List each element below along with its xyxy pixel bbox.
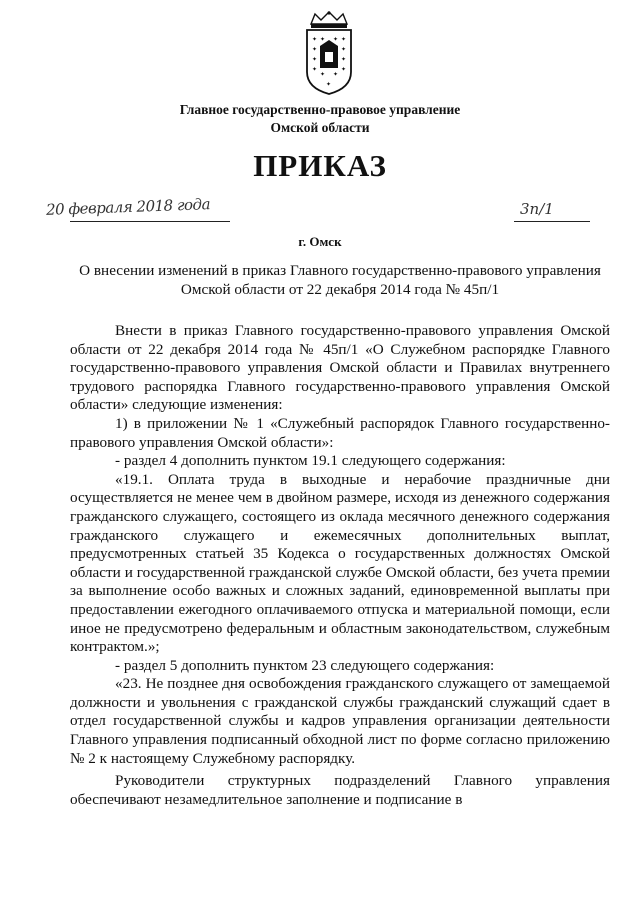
- svg-text:✦: ✦: [341, 67, 347, 73]
- svg-text:✦: ✦: [333, 72, 339, 78]
- svg-text:✦: ✦: [312, 57, 318, 63]
- order-body: [70, 322, 610, 809]
- city-label: г. Омск: [298, 234, 342, 249]
- body-paragraph: «19.1. Оплата труда в выходные и нерабочие праздничные дни осуществляется не менее чем в двойном размере, исходя из денежного содержания гражданского служащего, состоящего из оклада месячного денежного содержания гражданского служащего и ежемесячных дополнительных выплат, предусмотренных статьей 35 Кодекса о государственных должностях Омской области и государственной гражданской службе Омской области, без учета премии за выполнение особо важных и сложных заданий, единовременной выплаты при предоставлении ежегодного оплачиваемого отпуска и материальной помощи, если иное не предусмотрено федеральным и областным законодательством, служебным контрактом.»;: [70, 470, 610, 656]
- number-underline: [514, 221, 590, 222]
- svg-text:✦: ✦: [333, 37, 339, 43]
- body-paragraph: - раздел 5 дополнить пунктом 23 следующего содержания:: [115, 656, 495, 674]
- svg-text:✦: ✦: [320, 37, 326, 43]
- svg-text:✦: ✦: [341, 47, 347, 53]
- svg-text:✦: ✦: [341, 37, 347, 43]
- svg-text:✦: ✦: [326, 82, 332, 88]
- svg-text:✦: ✦: [312, 47, 318, 53]
- coat-of-arms-emblem: [301, 10, 357, 96]
- svg-text:✦: ✦: [320, 72, 326, 78]
- body-paragraph: «23. Не позднее дня освобождения гражданского служащего от замещаемой должности и увольнения с гражданской службы гражданский служащий сдает в отдел государственной службы и кадров управления организации деятельности Главного управления подписанный обходной лист по форме согласно приложению № 2 к настоящему Служебному распорядку.: [70, 675, 610, 767]
- agency-name-line1: Главное государственно-правовое управление: [179, 102, 461, 117]
- handwritten-order-number: 3п/1: [520, 200, 554, 218]
- order-subject: О внесении изменений в приказ Главного государственно-правового управления Омской области от 22 декабря 2014 года № 45п/1: [79, 262, 601, 298]
- agency-name-line2: Омской области: [270, 120, 370, 135]
- svg-text:✦: ✦: [341, 57, 347, 63]
- body-paragraph: - раздел 4 дополнить пунктом 19.1 следующего содержания:: [115, 452, 506, 470]
- document-type-title: ПРИКАЗ: [253, 148, 387, 183]
- body-paragraph: Внести в приказ Главного государственно-правового управления Омской области от 22 декабря 2014 года № 45п/1 «О Служебном распорядке Главного государственно-правового управления Омской области и Правилах внутреннего трудового распорядка Главного государственно-правового управления Омской области» следующие изменения:: [70, 322, 610, 414]
- svg-text:✦: ✦: [312, 37, 318, 43]
- date-underline: [70, 221, 230, 222]
- body-paragraph: Руководители структурных подразделений Главного управления обеспечивают незамедлительное заполнение и подписание в: [70, 772, 610, 808]
- svg-text:✦: ✦: [312, 67, 318, 73]
- handwritten-date: 20 февраля 2018 года: [45, 195, 211, 219]
- body-paragraph: 1) в приложении № 1 «Служебный распорядок Главного государственно-правового управления Омской области»:: [70, 414, 610, 451]
